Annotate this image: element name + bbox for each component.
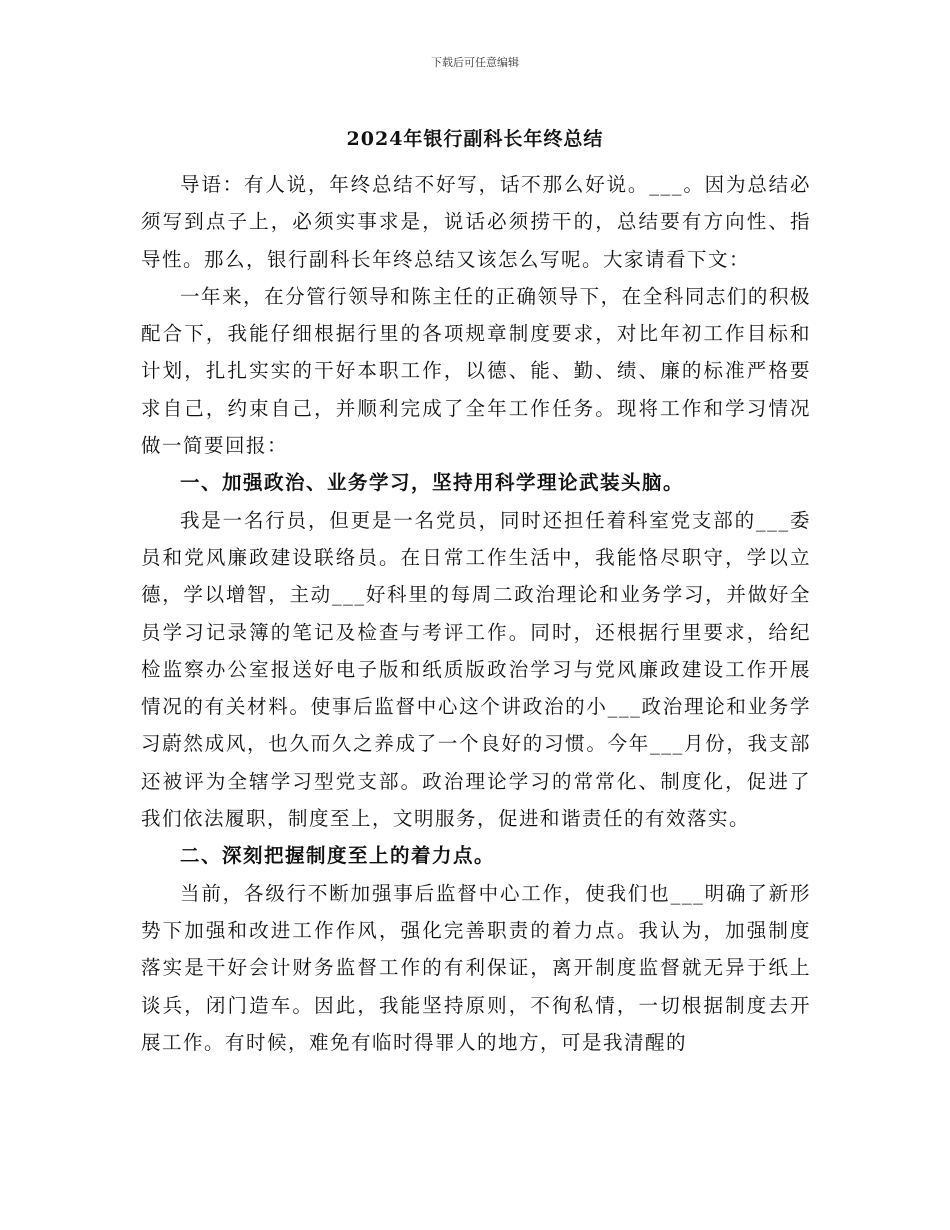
- document-body: [141, 166, 811, 1061]
- section-1-paragraph: 我是一名行员，但更是一名党员，同时还担任着科室党支部的___委员和党风廉政建设联络员。在日常工作生活中，我能恪尽职守，学以立德，学以增智，主动___好科里的每周二政治理论和业务学习，并做好全员学习记录簿的笔记及检查与考评工作。同时，还根据行里要求，给纪检监察办公室报送好电子版和纸质版政治学习与党风廉政建设工作开展情况的有关材料。使事后监督中心这个讲政治的小___政治理论和业务学习蔚然成风，也久而久之养成了一个良好的习惯。今年___月份，我支部还被评为全辖学习型党支部。政治理论学习的常常化、制度化，促进了我们依法履职，制度至上，文明服务，促进和谐责任的有效落实。: [141, 508, 811, 831]
- intro-paragraph: 导语：有人说，年终总结不好写，话不那么好说。___。因为总结必须写到点子上，必须实事求是，说话必须捞干的，总结要有方向性、指导性。那么，银行副科长年终总结又该怎么写呢。大家请看下文：: [141, 173, 811, 271]
- section-2-paragraph: 当前，各级行不断加强事后监督中心工作，使我们也___明确了新形势下加强和改进工作作风，强化完善职责的着力点。我认为，加强制度落实是干好会计财务监督工作的有利保证，离开制度监督就无异于纸上谈兵，闭门造车。因此，我能坚持原则，不徇私情，一切根据制度去开展工作。有时候，难免有临时得罪人的地方，可是我清醒的: [141, 881, 811, 1054]
- overview-paragraph: 一年来，在分管行领导和陈主任的正确领导下，在全科同志们的积极配合下，我能仔细根据行里的各项规章制度要求，对比年初工作目标和计划，扎扎实实的干好本职工作，以德、能、勤、绩、廉的标准严格要求自己，约束自己，并顺利完成了全年工作任务。现将工作和学习情况做一简要回报：: [141, 284, 811, 458]
- document-title: 2024年银行副科长年终总结: [346, 128, 604, 150]
- section-heading-1: 一、加强政治、业务学习，坚持用科学理论武装头脑。: [180, 471, 685, 495]
- section-heading-2: 二、深刻把握制度至上的着力点。: [180, 844, 496, 868]
- header-note: 下载后可任意编辑: [431, 56, 519, 69]
